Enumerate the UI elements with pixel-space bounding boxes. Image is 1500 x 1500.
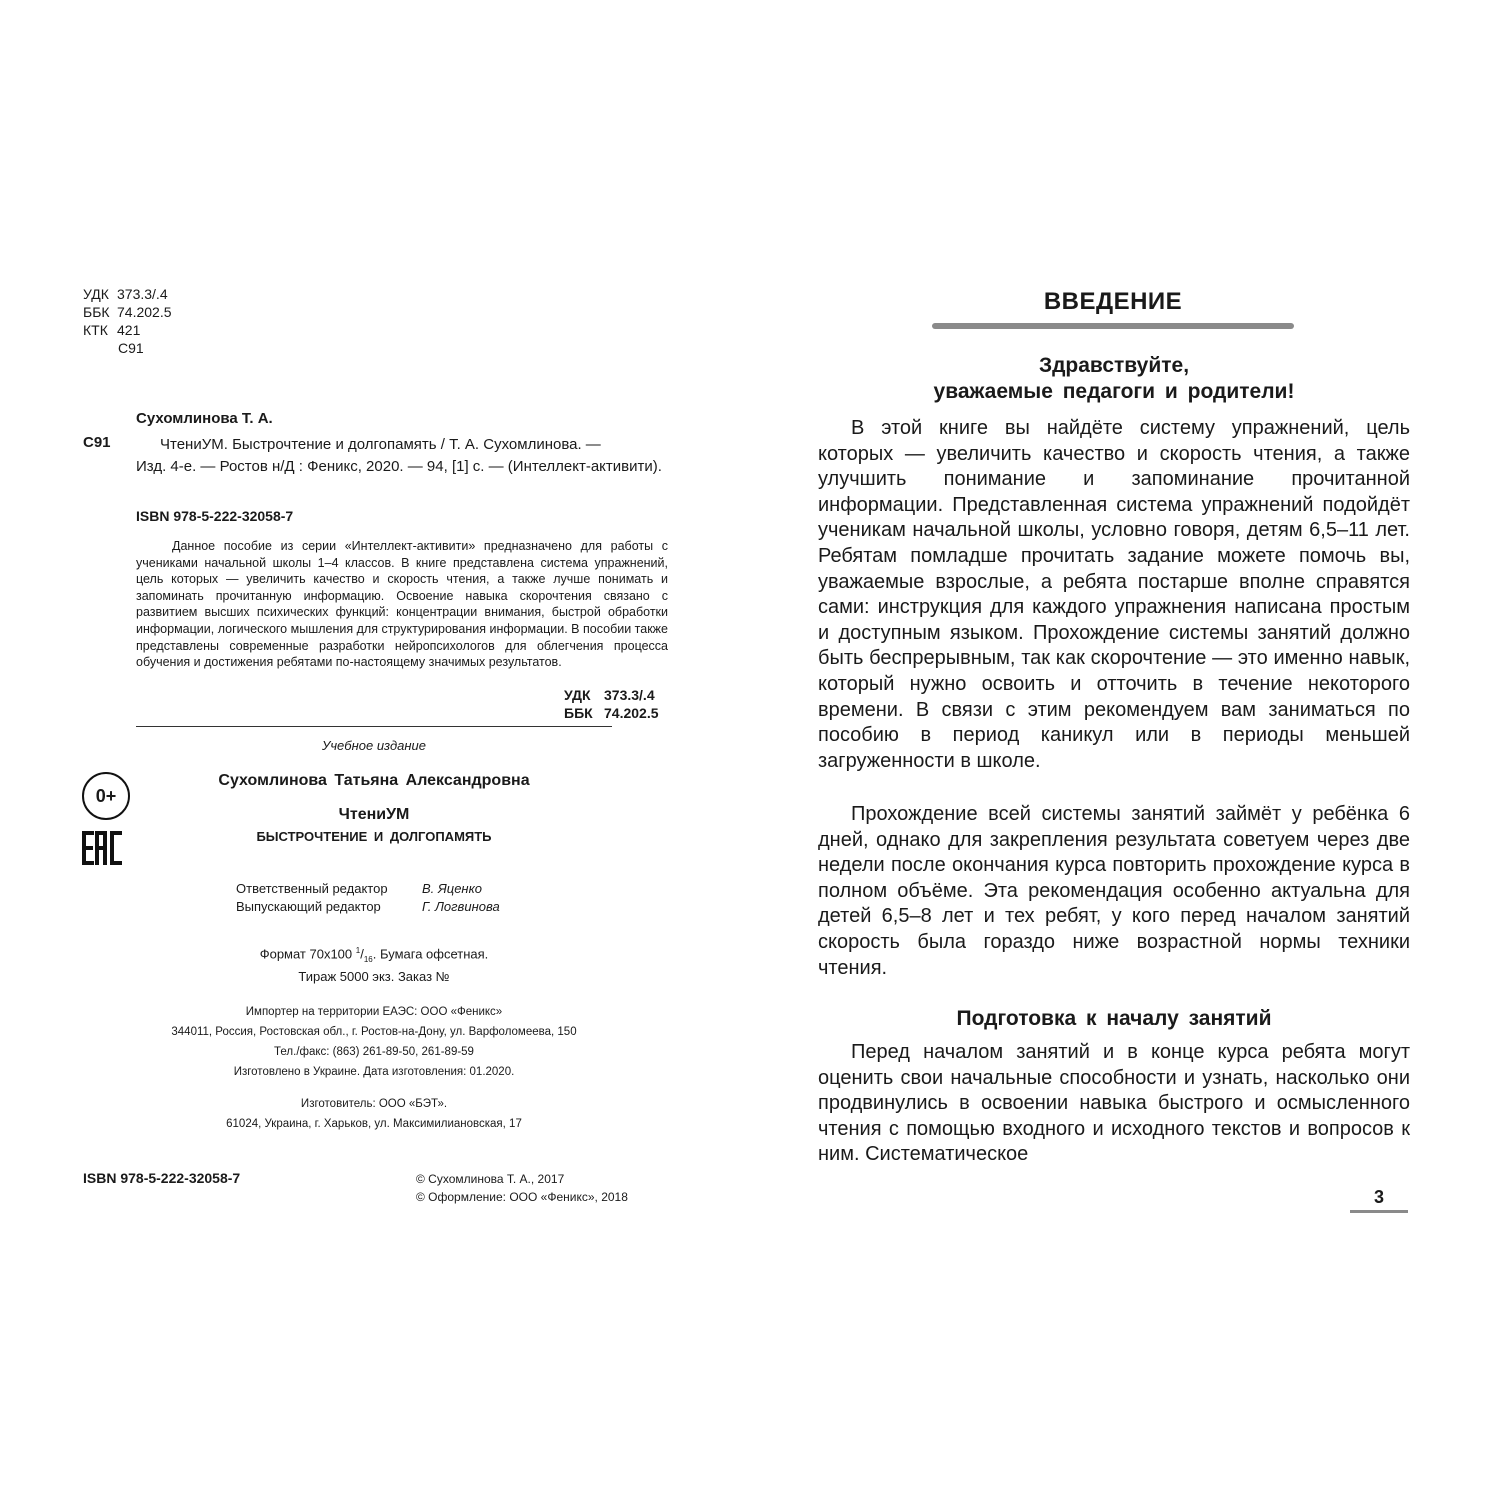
ktk-code-row	[83, 321, 172, 339]
code-key: ББК	[564, 705, 593, 721]
importer-line: Импортер на территории ЕАЭС: ООО «Феникс»	[245, 1006, 503, 1018]
code-key: ББК	[83, 304, 110, 320]
format-line: Формат 70х100 $^1/_{16}$. Бумага офсетная.	[259, 946, 489, 964]
spacer	[136, 1082, 612, 1094]
code-key: УДК	[83, 286, 109, 302]
print-format	[136, 942, 612, 985]
copyright-block	[416, 1170, 628, 1206]
format-suffix: . Бумага офсетная.	[372, 946, 489, 962]
preparation-paragraph: Перед началом занятий и в конце курса ребята могут оценить свои начальные способности и узнать, насколько они продвинулись в освоении навыка быстрого и осмысленного чтения с помощью входного и исходного текстов и вопросов к ним. Систематическое	[818, 1041, 1410, 1166]
bibliographic-record	[136, 434, 696, 478]
abstract-code-row	[136, 704, 668, 722]
udc-code-row	[83, 285, 172, 303]
section-title-underline	[932, 323, 1294, 329]
divider	[136, 726, 612, 727]
code-value: 74.202.5	[604, 705, 659, 721]
editor-role: Ответственный редактор	[236, 881, 388, 896]
format-fraction-numerator: 1	[355, 946, 361, 955]
bbk-code-row	[83, 303, 172, 321]
editor-row	[236, 880, 500, 898]
code-value: 373.3/.4	[604, 687, 655, 703]
abstract-codes	[136, 686, 668, 722]
phone-line: Тел./факс: (863) 261-89-50, 261-89-59	[274, 1046, 474, 1058]
code-key: УДК	[564, 687, 591, 703]
code-value: 373.3/.4	[117, 286, 168, 302]
page-number: 3	[1373, 1187, 1384, 1207]
code-key: КТК	[83, 322, 108, 338]
isbn-bottom: ISBN 978-5-222-32058-7	[83, 1170, 241, 1186]
copyright-line: © Оформление: ООО «Феникс», 2018	[416, 1190, 628, 1204]
print-run: Тираж 5000 экз. Заказ №	[298, 968, 450, 984]
format-fraction-denominator: 16	[363, 954, 373, 964]
manufacturer-line: Изготовитель: ООО «БЭТ».	[300, 1098, 448, 1110]
address-line: 344011, Россия, Ростовская обл., г. Ростов-на-Дону, ул. Варфоломеева, 150	[171, 1026, 577, 1038]
greeting	[818, 353, 1410, 405]
copyright-line: © Сухомлинова Т. А., 2017	[416, 1172, 565, 1186]
author-heading: Сухомлинова Т. А.	[136, 410, 273, 427]
made-in-line: Изготовлено в Украине. Дата изготовления: 01.2020.	[233, 1066, 515, 1078]
code-value: 74.202.5	[117, 304, 172, 320]
abstract: Данное пособие из серии «Интеллект-активити» предназначено для работы с учениками начальной школы 1–4 классов. В книге представлена система упражнений, цель которых — увеличить качество и скорость чтения, а также лучше понимать и запоминать прочитанную информацию. Освоение навыка скорочтения связано с развитием высших психических функций: концентрации внимания, быстрой обработки информации, логического мышления для структурирования информации. В пособии также представлены современные разработки нейропсихологов для облегчения процесса обучения и достижения ребятами по-настоящему значимых результатов.	[136, 539, 668, 670]
isbn-top: ISBN 978-5-222-32058-7	[136, 508, 294, 524]
code-value: 421	[117, 322, 141, 338]
author-mark: С91	[118, 340, 144, 356]
greeting-line: Здравствуйте,	[1038, 354, 1190, 377]
intro-paragraph: Прохождение всей системы занятий займёт у ребёнка 6 дней, однако для закрепления результата советуем через две недели после окончания курса повторить прохождение курса в полном объёме. Эта рекомендация особенно актуальна для детей 6,5–8 лет и тех ребят, у кого перед началом занятий скорость была гораздо ниже возрастной нормы техники чтения.	[818, 803, 1410, 979]
page-number-underline	[1350, 1210, 1408, 1213]
editors-block	[236, 880, 500, 916]
editor-name: В. Яценко	[422, 881, 482, 896]
biblio-line: Изд. 4-е. — Ростов н/Д : Феникс, 2020. — 94, [1] с. — (Интеллект-активити).	[136, 458, 662, 475]
author-full-name: Сухомлинова Татьяна Александровна	[218, 772, 530, 789]
greeting-line: уважаемые педагоги и родители!	[933, 380, 1295, 403]
editor-row	[236, 898, 500, 916]
manufacturer-address-line: 61024, Украина, г. Харьков, ул. Максимилиановская, 17	[226, 1118, 522, 1130]
book-subtitle: БЫСТРОЧТЕНИЕ И ДОЛГОПАМЯТЬ	[256, 829, 492, 844]
book-title: ЧтениУМ	[338, 806, 410, 823]
editor-role: Выпускающий редактор	[236, 899, 381, 914]
edition-type: Учебное издание	[322, 738, 426, 753]
imprint-block	[136, 1002, 612, 1134]
format-prefix: Формат 70х100	[259, 946, 356, 962]
subsection-heading: Подготовка к началу занятий	[956, 1007, 1272, 1030]
section-title: ВВЕДЕНИЕ	[1043, 288, 1183, 315]
eac-mark-icon	[81, 830, 123, 866]
biblio-line: ЧтениУМ. Быстрочтение и долгопамять / Т. А. Сухомлинова. —	[160, 436, 601, 453]
intro-paragraph: В этой книге вы найдёте систему упражнений, цель которых — увеличить качество и скорость чтения, а также улучшить понимание и запоминание прочитанной информации. Представленная система упражнений подойдёт ученикам начальной школы, условно говоря, детям 6,5–11 лет. Ребятам помладше прочитать задание можете помочь вы, уважаемые взрослые, а ребята постарше вполне справятся сами: инструкция для каждого упражнения написана простым и доступным языком. Прохождение системы занятий должно быть беспрерывным, так как скорочтение — это именно навык, который нужно освоить и отточить в течение некоторого времени. В связи с этим рекомендуем вам заниматься по пособию в период каникул или в периоды меньшей загруженности в школе.	[818, 417, 1410, 772]
author-mark-inline: С91	[83, 434, 111, 451]
age-rating-badge: 0+	[82, 772, 130, 820]
abstract-code-row	[136, 686, 668, 704]
classification-codes	[83, 285, 172, 357]
editor-name: Г. Логвинова	[422, 899, 500, 914]
